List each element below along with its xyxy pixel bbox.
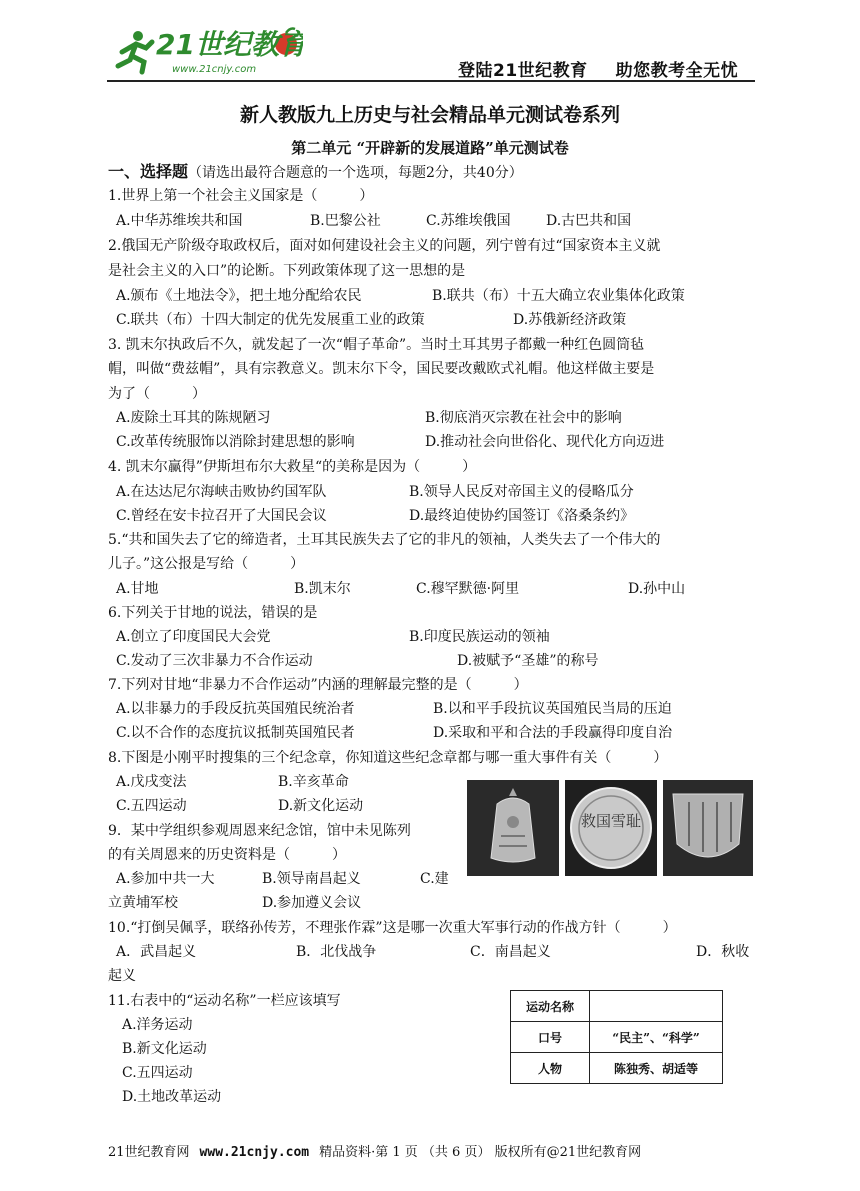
footer-page-info: 精品资料·第 1 页 （共 6 页） 版权所有@21世纪教育网 <box>319 1145 642 1160</box>
q11-option-c[interactable]: C.五四运动 <box>122 1065 193 1081</box>
q3-option-b[interactable]: B.彻底消灭宗教在社会中的影响 <box>425 410 622 426</box>
section-note: （请选出最符合题意的一个选项，每题2分，共40分） <box>188 165 523 181</box>
q3-option-a[interactable]: A.废除土耳其的陈规陋习 <box>116 410 271 426</box>
q9-option-d[interactable]: D.参加遵义会议 <box>262 895 362 911</box>
footer-site-name: 21世纪教育网 <box>108 1145 190 1160</box>
q8-option-b[interactable]: B.辛亥革命 <box>278 774 349 790</box>
q2-option-d[interactable]: D.苏俄新经济政策 <box>513 312 627 328</box>
q9-option-b[interactable]: B.领导南昌起义 <box>262 871 361 887</box>
document-subtitle: 第二单元 “开辟新的发展道路”单元测试卷 <box>291 139 569 157</box>
q8-option-a[interactable]: A.戊戌变法 <box>116 774 187 790</box>
commemorative-badges-image <box>467 780 753 876</box>
q5-stem-line1: 5.“共和国失去了它的缔造者，土耳其民族失去了它的非凡的领袖，人类失去了一个伟大的 <box>108 532 661 548</box>
slogan-right: 助您教考全无忧 <box>615 61 739 81</box>
q3-stem-line1: 3. 凯末尔执政后不久，就发起了一次“帽子革命”。当时土耳其男子都戴一种红色圆筒毡 <box>108 337 645 353</box>
q5-option-d[interactable]: D.孙中山 <box>628 581 686 597</box>
q4-option-a[interactable]: A.在达达尼尔海峡击败协约国军队 <box>116 484 327 500</box>
q6-option-d[interactable]: D.被赋予“圣雄”的称号 <box>457 653 599 669</box>
q7-option-b[interactable]: B.以和平手段抗议英国殖民当局的压迫 <box>433 701 672 717</box>
q10-option-c[interactable]: C．南昌起义 <box>470 944 551 960</box>
q2-option-c[interactable]: C.联共（布）十四大制定的优先发展重工业的政策 <box>116 312 425 328</box>
q3-stem-line3: 为了（ ） <box>108 386 206 402</box>
q1-option-c[interactable]: C.苏维埃俄国 <box>426 213 511 229</box>
q5-option-c[interactable]: C.穆罕默德·阿里 <box>416 581 520 597</box>
badge-coin-text: 救国雪耻 <box>580 812 642 830</box>
table-row <box>511 1022 723 1053</box>
q6-option-a[interactable]: A.创立了印度国民大会党 <box>116 629 271 645</box>
q10-option-d[interactable]: D．秋收 <box>696 944 750 960</box>
q11-option-d[interactable]: D.土地改革运动 <box>122 1089 222 1105</box>
footer-url-link[interactable]: www.21cnjy.com <box>199 1145 310 1160</box>
q4-option-c[interactable]: C.曾经在安卡拉召开了大国民会议 <box>116 508 327 524</box>
page-footer <box>108 1141 641 1160</box>
q4-stem: 4. 凯末尔赢得”伊斯坦布尔大救星“的美称是因为（ ） <box>108 459 477 475</box>
q3-stem-line2: 帽，叫做“费兹帽”，具有宗教意义。凯末尔下令，国民要改戴欧式礼帽。他这样做主要是 <box>108 361 655 377</box>
q10-stem: 10.“打倒吴佩孚，联络孙传芳，不理张作霖”这是哪一次重大军事行动的作战方针（ ） <box>108 920 677 936</box>
q11-option-b[interactable]: B.新文化运动 <box>122 1041 207 1057</box>
q2-option-a[interactable]: A.颁布《土地法令》，把土地分配给农民 <box>116 288 362 304</box>
q2-stem-line1: 2.俄国无产阶级夺取政权后，面对如何建设社会主义的问题，列宁曾有过“国家资本主义就 <box>108 238 661 254</box>
q3-option-d[interactable]: D.推动社会向世俗化、现代化方向迈进 <box>425 434 665 450</box>
q6-stem: 6.下列关于甘地的说法，错误的是 <box>108 605 318 621</box>
q4-option-d[interactable]: D.最终迫使协约国签订《洛桑条约》 <box>409 508 635 524</box>
q9-option-a[interactable]: A.参加中共一大 <box>116 871 215 887</box>
section-label: 一、选择题 <box>108 162 189 181</box>
q9-option-c[interactable]: C.建 <box>420 871 449 887</box>
table-row <box>511 991 723 1022</box>
q8-option-c[interactable]: C.五四运动 <box>116 798 187 814</box>
q8-option-d[interactable]: D.新文化运动 <box>278 798 364 814</box>
q6-option-b[interactable]: B.印度民族运动的领袖 <box>409 629 550 645</box>
q10-option-d-cont: 起义 <box>108 968 136 984</box>
table-row <box>511 1053 723 1084</box>
q9-option-c-cont: 立黄埔军校 <box>108 895 178 911</box>
q5-stem-line2: 儿子。”这公报是写给（ ） <box>108 556 305 572</box>
movement-info-table <box>510 990 723 1084</box>
q1-stem: 1.世界上第一个社会主义国家是（ ） <box>108 188 374 204</box>
q2-option-b[interactable]: B.联共（布）十五大确立农业集体化政策 <box>432 288 685 304</box>
q5-option-b[interactable]: B.凯末尔 <box>294 581 351 597</box>
table-value-people: 陈独秀、胡适等 <box>590 1053 723 1084</box>
q4-option-b[interactable]: B.领导人民反对帝国主义的侵略瓜分 <box>409 484 634 500</box>
q1-option-a[interactable]: A.中华苏维埃共和国 <box>116 213 243 229</box>
table-value-slogan: “民主”、“科学” <box>590 1022 723 1053</box>
q6-option-c[interactable]: C.发动了三次非暴力不合作运动 <box>116 653 313 669</box>
q7-option-c[interactable]: C.以不合作的态度抗议抵制英国殖民者 <box>116 725 355 741</box>
q2-stem-line2: 是社会主义的入口”的论断。下列政策体现了这一思想的是 <box>108 263 466 279</box>
table-label-people: 人物 <box>511 1053 590 1084</box>
section-heading <box>108 162 523 183</box>
slogan-left: 登陆21世纪教育 <box>458 61 588 81</box>
q11-stem: 11.右表中的“运动名称”一栏应该填写 <box>108 993 341 1009</box>
q5-option-a[interactable]: A.甘地 <box>116 581 159 597</box>
q10-option-a[interactable]: A．武昌起义 <box>116 944 197 960</box>
q3-option-c[interactable]: C.改革传统服饰以消除封建思想的影响 <box>116 434 355 450</box>
table-value-name-blank <box>590 991 723 1022</box>
table-label-slogan: 口号 <box>511 1022 590 1053</box>
q9-stem-line1: 9．某中学组织参观周恩来纪念馆，馆中未见陈列 <box>108 823 411 839</box>
site-logo[interactable] <box>108 22 303 78</box>
q1-option-d[interactable]: D.古巴共和国 <box>546 213 632 229</box>
q9-stem-line2: 的有关周恩来的历史资料是（ ） <box>108 847 346 863</box>
logo-url: www.21cnjy.com <box>172 64 257 75</box>
header-divider <box>107 80 755 82</box>
table-label-name: 运动名称 <box>511 991 590 1022</box>
q1-option-b[interactable]: B.巴黎公社 <box>310 213 381 229</box>
header-slogan <box>458 56 738 81</box>
q7-option-a[interactable]: A.以非暴力的手段反抗英国殖民统治者 <box>116 701 355 717</box>
logo-graphic <box>108 22 303 78</box>
q10-option-b[interactable]: B．北伐战争 <box>296 944 377 960</box>
q11-option-a[interactable]: A.洋务运动 <box>122 1017 193 1033</box>
document-title: 新人教版九上历史与社会精品单元测试卷系列 <box>239 104 620 126</box>
q7-option-d[interactable]: D.采取和平和合法的手段赢得印度自治 <box>433 725 673 741</box>
q8-stem: 8.下图是小刚平时搜集的三个纪念章，你知道这些纪念章都与哪一重大事件有关（ ） <box>108 750 668 766</box>
logo-text: 21世纪教育 <box>156 28 303 61</box>
q7-stem: 7.下列对甘地“非暴力不合作运动”内涵的理解最完整的是（ ） <box>108 677 528 693</box>
